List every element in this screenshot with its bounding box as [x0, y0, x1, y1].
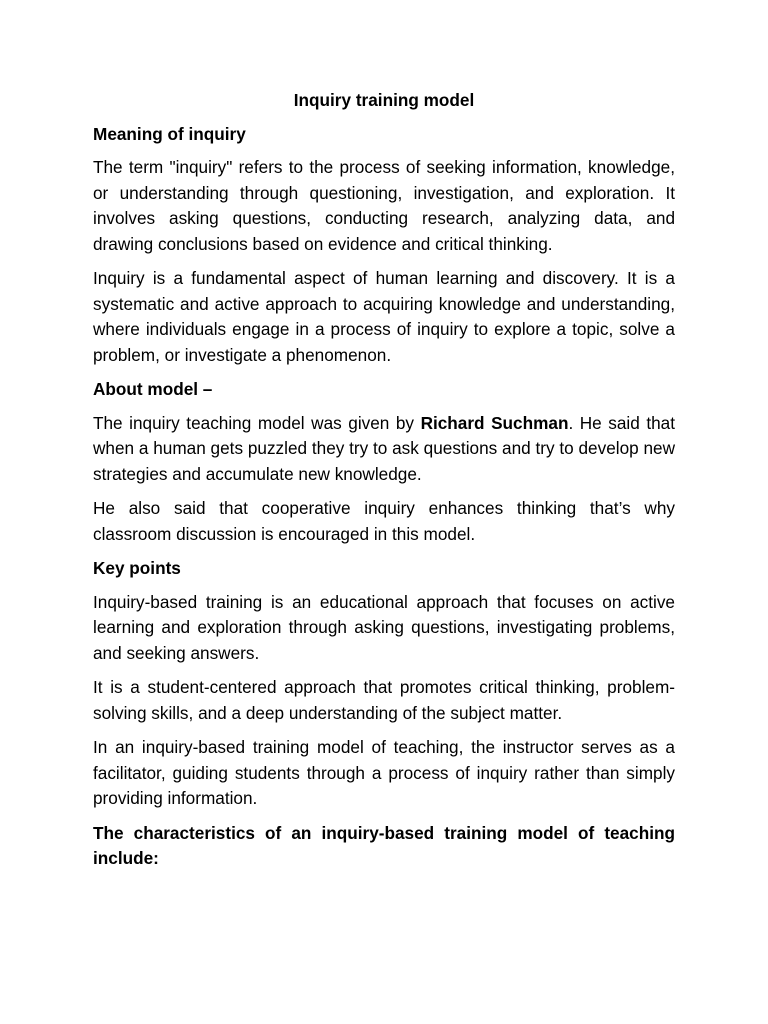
about-text-after: . He said that when a human gets puzzled they try to ask questions and try to develop new strategies and accumulate new knowledge. — [93, 412, 675, 484]
heading-characteristics: The characteristics of an inquiry-based training model of teaching include: — [93, 822, 675, 868]
paragraph-meaning-2: Inquiry is a fundamental aspect of human learning and discovery. It is a systematic and active approach to acquiring knowledge and understanding, where individuals engage in a process of inquiry to explore a topic, solve a problem, or investigate a phenomenon. — [93, 268, 675, 365]
about-text-before: The inquiry teaching model was given by — [93, 412, 421, 433]
paragraph-meaning-1: The term "inquiry" refers to the process of seeking information, knowledge, or understanding through questioning, investigation, and exploration. It involves asking questions, conducting research, analyzing data, and drawing conclusions based on evidence and critical thinking. — [93, 157, 675, 254]
author-name: Richard Suchman — [420, 412, 569, 433]
heading-key-points: Key points — [93, 558, 181, 578]
paragraph-about-2: He also said that cooperative inquiry enhances thinking that’s why classroom discussion is encouraged in this model. — [93, 498, 675, 544]
paragraph-key-points-3: In an inquiry-based training model of teaching, the instructor serves as a facilitator, guiding students through a process of inquiry rather than simply providing information. — [93, 737, 675, 808]
paragraph-about-1 — [93, 411, 675, 488]
document-page — [93, 88, 675, 880]
document-title: Inquiry training model — [293, 90, 475, 110]
paragraph-key-points-1: Inquiry-based training is an educational approach that focuses on active learning and exploration through asking questions, investigating problems, and seeking answers. — [93, 591, 675, 663]
paragraph-key-points-2: It is a student-centered approach that promotes critical thinking, problem-solving skills, and a deep understanding of the subject matter. — [93, 677, 675, 723]
heading-about-model: About model – — [93, 379, 213, 399]
heading-meaning-of-inquiry: Meaning of inquiry — [93, 123, 246, 144]
